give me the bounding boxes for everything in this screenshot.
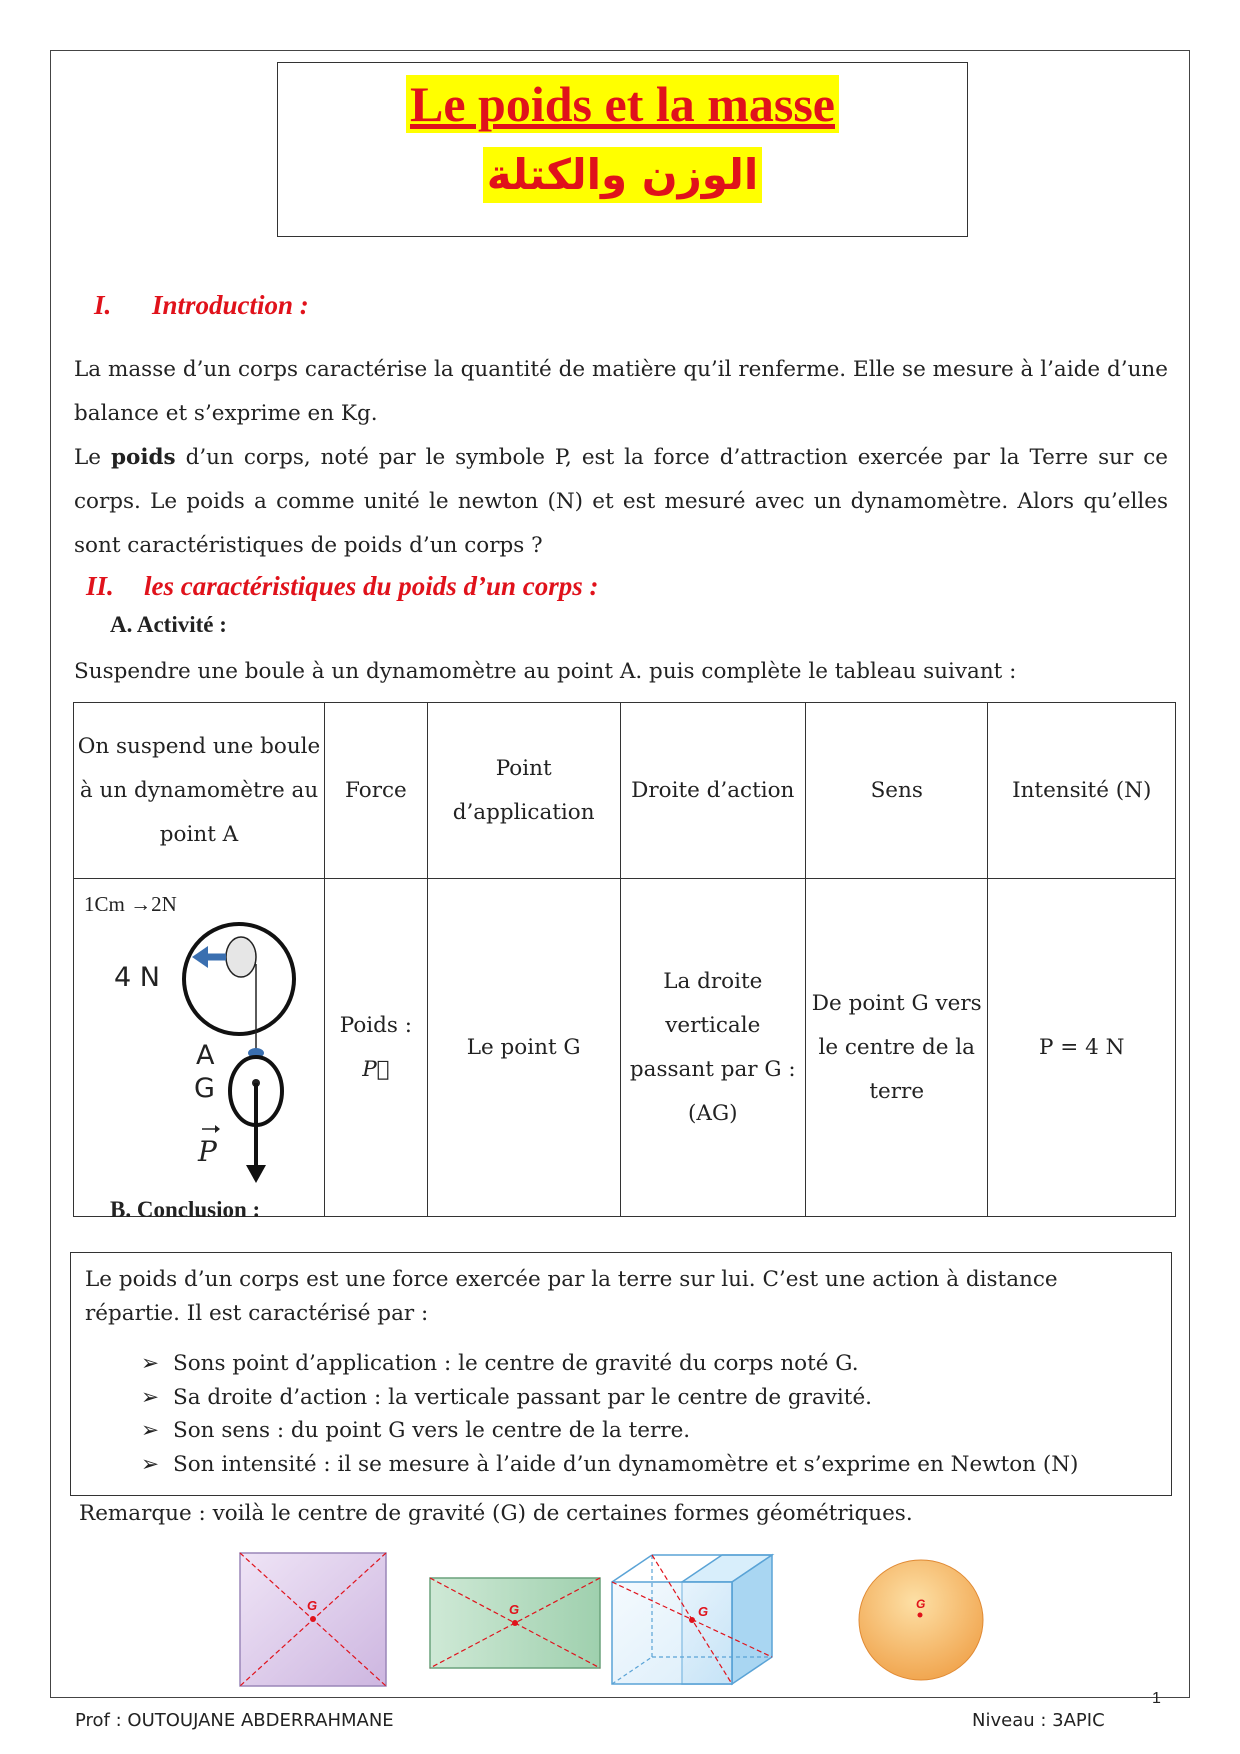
section-number: II. [86,571,114,601]
dynamometer-figure-cell [74,879,325,1217]
title-box [277,62,968,237]
bullet-arrow-icon: ➢ [141,1384,160,1410]
conclusion-box [70,1252,1172,1496]
force-label: Poids : [339,1012,413,1038]
section-intro-heading [94,290,309,321]
bullet-arrow-icon: ➢ [141,1351,160,1376]
bullet-arrow-icon: ➢ [141,1451,160,1477]
centre-marker [310,1616,316,1622]
conclusion-heading: B. Conclusion : [110,1197,261,1222]
conclusion-text: Le poids d’un corps est une force exercée par la terre sur lui. C’est une action à distance répartie. Il est caractérisé par : [85,1267,1058,1326]
header-cell: Sens [806,703,988,879]
centre-marker [918,1613,923,1618]
footer-level: Niveau : 3APIC [972,1710,1105,1731]
section-title: Introduction : [152,290,309,320]
label-a: A [196,1040,215,1071]
characteristics-list [85,1347,1157,1481]
list-item: ➢ Sons point d’application : le centre de gravité du corps noté G. [141,1347,1157,1381]
label-g: G [194,1073,215,1104]
activity-table [73,702,1176,1217]
intro-paragraph-1: La masse d’un corps caractérise la quantité de matière qu’il renferme. Elle se mesure à l’aide d’une balance et s’exprime en Kg. [74,357,1168,426]
label-p: P [198,1135,217,1168]
section-title: les caractéristiques du poids d’un corps : [144,571,599,601]
page-number: 1 [1152,1690,1161,1707]
droite-cell: La droite verticale passant par G : (AG) [620,879,806,1217]
footer-author: Prof : OUTOUJANE ABDERRAHMANE [75,1710,394,1731]
section-number: I. [94,290,112,320]
scale-label: 1Cm →2N [84,892,177,916]
section-2-heading [86,571,599,602]
intro-paragraph-2: Le poids d’un corps, noté par le symbole P, est la force d’attraction exercée par la Terre sur ce corps. Le poids a comme unité le newton (N) et est mesuré avec un dynamomètre. Alors qu’elles sont caractéristiques de poids d’un corps ? [74,445,1168,558]
page-title: Le poids et la masse [406,75,839,133]
rectangle-shape [430,1578,600,1668]
bullet-arrow-icon: ➢ [141,1418,160,1443]
vector-arrowhead-icon [215,1125,220,1133]
square-shape [240,1553,386,1686]
list-item: ➢ Son intensité : il se mesure à l’aide d’un dynamomètre et s’exprime en Newton (N) [141,1448,1157,1482]
dynamometer-diagram [74,879,324,1200]
keyword-poids: poids [110,445,176,470]
remark-text: Remarque : voilà le centre de gravité (G) de certaines formes géométriques. [79,1501,913,1526]
header-cell: On suspend une boule à un dynamomètre au point A [74,703,325,879]
force-cell [325,879,428,1217]
g-label: G [698,1604,709,1619]
sens-cell: De point G vers le centre de la terre [806,879,988,1217]
activity-heading: A. Activité : [110,612,227,637]
header-cell: Intensité (N) [988,703,1176,879]
header-cell: Droite d’action [620,703,806,879]
intensite-cell: P = 4 N [988,879,1176,1217]
g-label: G [307,1598,318,1613]
list-item: ➢ Sa droite d’action : la verticale passant par le centre de gravité. [141,1381,1157,1415]
activity-text: Suspendre une boule à un dynamomètre au point A. puis complète le tableau suivant : [74,659,1017,684]
dynamometer-pivot [226,937,256,977]
force-symbol: P⃗ [362,1056,390,1082]
centre-marker [689,1617,695,1623]
cube-shape [612,1555,772,1684]
point-cell: Le point G [427,879,620,1217]
sphere-shape [859,1560,983,1680]
table-row [74,879,1176,1217]
centre-marker [512,1620,518,1626]
gravity-centre-shapes [235,1550,1015,1690]
down-arrow-icon [246,1165,266,1183]
page-title-arabic: الوزن والكتلة [483,147,763,203]
table-header-row [74,703,1176,879]
header-cell: Point d’application [427,703,620,879]
list-item: ➢ Son sens : du point G vers le centre de la terre. [141,1414,1157,1448]
header-cell: Force [325,703,428,879]
dynamometer-reading: 4 N [114,962,160,993]
g-label: G [509,1602,520,1617]
g-label: G [916,1597,926,1611]
